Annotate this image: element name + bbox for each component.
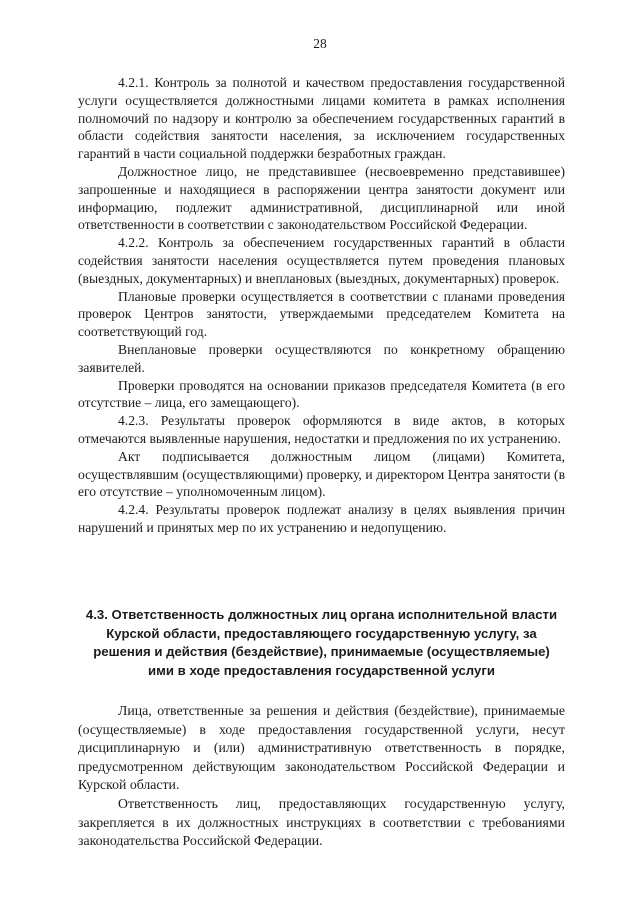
heading-line: 4.3. Ответственность должностных лиц органа исполнительной власти	[85, 607, 558, 622]
paragraph-responsibility-instructions: Ответственность лиц, предоставляющих государственную услугу, закрепляется в их должностных инструкциях в соответствии с требованиями законодательства Российской Федерации.	[78, 795, 565, 849]
page-number: 28	[313, 36, 327, 51]
heading-line: Курской области, предоставляющего государственную услугу, за	[106, 625, 537, 641]
paragraph-4-2-4: 4.2.4. Результаты проверок подлежат анализу в целях выявления причин нарушений и принятых мер по их устранению и недопущению.	[78, 502, 565, 535]
paragraph-4-2-2: 4.2.2. Контроль за обеспечением государственных гарантий в области содействия занятости населения осуществляется путем проведения плановых (выездных, документарных) и внеплановых (выездных, документарных) проверок.	[78, 235, 565, 286]
paragraph-planned-inspections: Плановые проверки осуществляется в соответствии с планами проведения проверок Центров занятости, утверждаемыми председателем Комитета на соответствующий год.	[78, 288, 565, 340]
paragraph-unscheduled-inspections: Внеплановые проверки осуществляются по конкретному обращению заявителей.	[78, 341, 565, 375]
paragraph-persons-responsible: Лица, ответственные за решения и действия (бездействие), принимаемые (осуществляемые) в ходе предоставления государственной услуги, несут дисциплинарную и (или) административную ответственность в порядке, предусмотренном действующим законодательством Российской Федерации и Курской области.	[78, 703, 565, 793]
section-4-3-body	[78, 702, 565, 851]
heading-line: ими в ходе предоставления государственной услуги	[148, 662, 495, 678]
paragraph-4-2-3: 4.2.3. Результаты проверок оформляются в виде актов, в которых отмечаются выявленные нарушения, недостатки и предложения по их устранению.	[78, 413, 565, 446]
paragraph-official-responsibility: Должностное лицо, не представившее (несвоевременно представившее) запрошенные и находящиеся в распоряжении центра занятости документ или информацию, подлежит административной, дисциплинарной или иной ответственности в соответствии с законодательством Российской Федерации.	[78, 163, 565, 233]
heading-line: решения и действия (бездействие), принимаемые (осуществляемые)	[93, 644, 550, 660]
paragraph-inspection-orders: Проверки проводятся на основании приказов председателя Комитета (в его отсутствие – лица, его замещающего).	[78, 377, 565, 411]
paragraph-4-2-1: 4.2.1. Контроль за полнотой и качеством предоставления государственной услуги осуществляется должностными лицами комитета в рамках исполнения полномочий по надзору и контролю за обеспечением государственных гарантий в области содействия занятости населения, за исключением государственных гарантий в части социальной поддержки безработных граждан.	[78, 75, 565, 162]
section-4-2-body	[78, 74, 565, 537]
section-4-3-heading	[78, 606, 565, 680]
paragraph-act-signing: Акт подписывается должностным лицом (лицами) Комитета, осуществлявшим (осуществляющими) проверку, и директором Центра занятости (в его отсутствие – уполномоченным лицом).	[78, 448, 565, 500]
